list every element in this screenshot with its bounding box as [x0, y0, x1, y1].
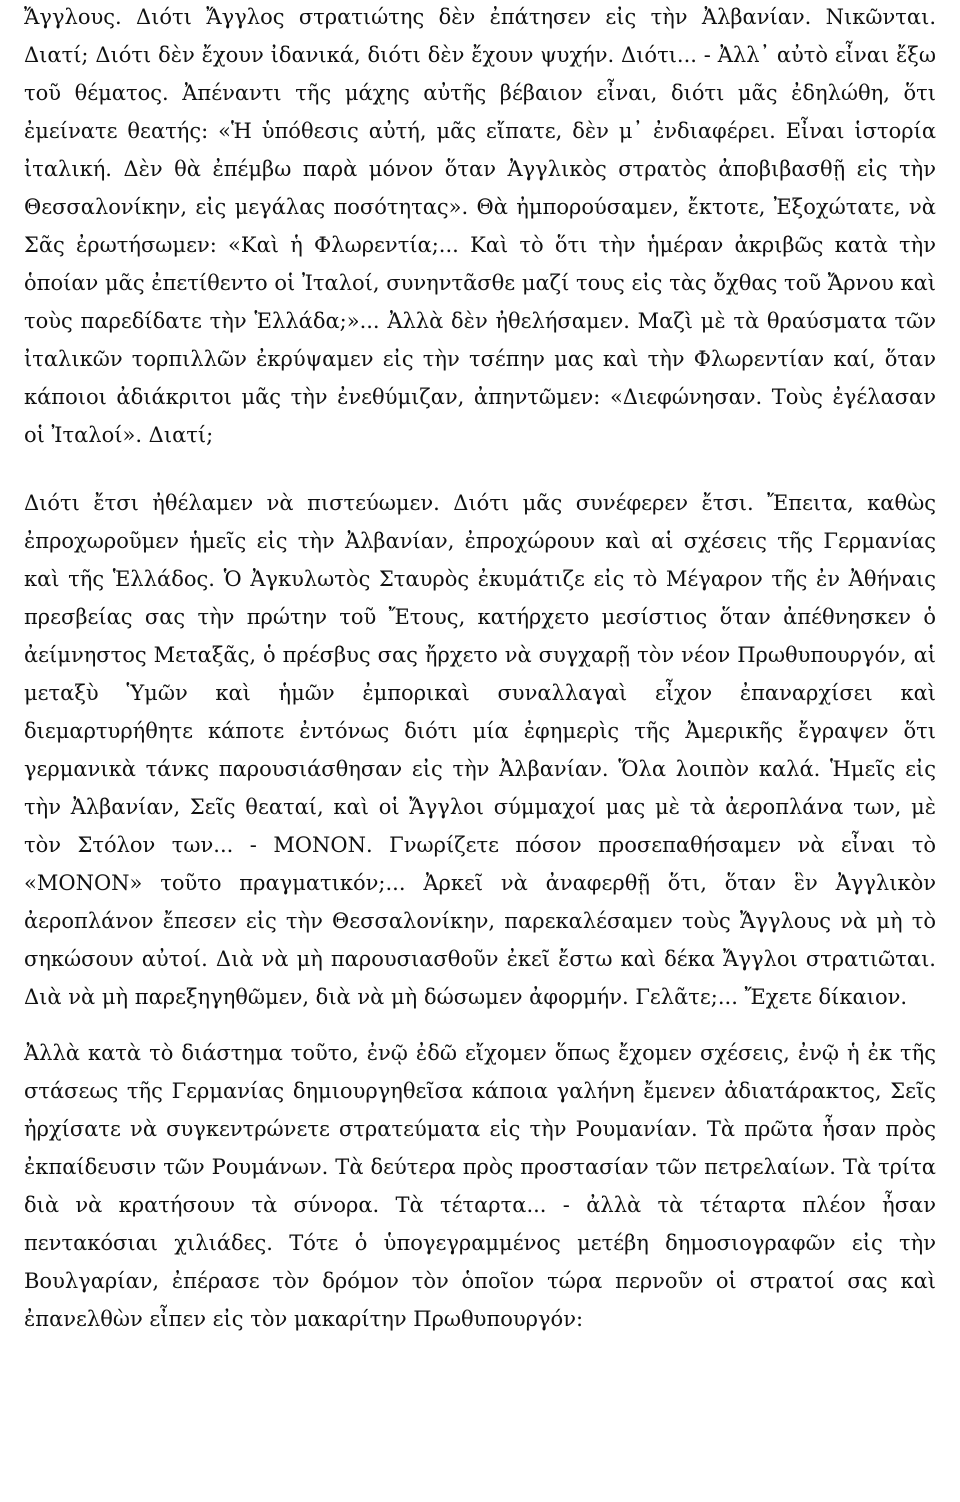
paragraph-1: Ἄγγλους. Διότι Ἄγγλος στρατιώτης δὲν ἐπάτησεν εἰς τὴν Ἀλβανίαν. Νικῶνται. Διατί; Διότι δὲν ἔχουν ἰδανικά, διότι δὲν ἔχουν ψυχήν. Διότι... - Ἀλλ᾽ αὐτὸ εἶναι ἔξω τοῦ θέματος. Ἀπέναντι τῆς μάχης αὐτῆς βέβαιον εἶναι, διότι μᾶς ἐδηλώθη, ὅτι ἐμείνατε θεατής: «Ἡ ὑπόθεσις αὐτή, μᾶς εἴπατε, δὲν μ᾽ ἐνδιαφέρει. Εἶναι ἱστορία ἰταλική. Δὲν θὰ ἐπέμβω παρὰ μόνον ὅταν Ἀγγλικὸς στρατὸς ἀποβιβασθῇ εἰς τὴν Θεσσαλονίκην, εἰς μεγάλας ποσότητας». Θὰ ἠμπορούσαμεν, ἔκτοτε, Ἐξοχώτατε, νὰ Σᾶς ἐρωτήσωμεν: «Καὶ ἡ Φλωρεντία;... Καὶ τὸ ὅτι τὴν ἡμέραν ἀκριβῶς κατὰ τὴν ὁποίαν μᾶς ἐπετίθεντο οἱ Ἰταλοί, συνηντᾶσθε μαζί τους εἰς τὰς ὄχθας τοῦ Ἄρνου καὶ τοὺς παρεδίδατε τὴν Ἑλλάδα;»... Ἀλλὰ δὲν ἠθελήσαμεν. Μαζὶ μὲ τὰ θραύσματα τῶν ἰταλικῶν τορπιλλῶν ἐκρύψαμεν εἰς τὴν τσέπην μας καὶ τὴν Φλωρεντίαν καί, ὅταν κάποιοι ἀδιάκριτοι μᾶς τὴν ἐνεθύμιζαν, ἀπηντῶμεν: «Διεφώνησαν. Τοὺς ἐγέλασαν οἱ Ἰταλοί». Διατί;	[24, 5, 936, 447]
paragraph-2: Διότι ἔτσι ἠθέλαμεν νὰ πιστεύωμεν. Διότι μᾶς συνέφερεν ἔτσι. Ἔπειτα, καθὼς ἐπροχωροῦμεν ἡμεῖς εἰς τὴν Ἀλβανίαν, ἐπροχώρουν καὶ αἱ σχέσεις τῆς Γερμανίας καὶ τῆς Ἑλλάδος. Ὁ Ἀγκυλωτὸς Σταυρὸς ἐκυμάτιζε εἰς τὸ Μέγαρον τῆς ἐν Ἀθήναις πρεσβείας σας τὴν πρώτην τοῦ Ἔτους, κατήρχετο μεσίστιος ὅταν ἀπέθνησκεν ὁ ἀείμνηστος Μεταξᾶς, ὁ πρέσβυς σας ἤρχετο νὰ συγχαρῇ τὸν νέον Πρωθυπουργόν, αἱ μεταξὺ Ὑμῶν καὶ ἡμῶν ἐμπορικαὶ συναλλαγαὶ εἶχον ἐπαναρχίσει καὶ διεμαρτυρήθητε κάποτε ἐντόνως διότι μία ἐφημερὶς τῆς Ἀμερικῆς ἔγραψεν ὅτι γερμανικὰ τάνκς παρουσιάσθησαν εἰς τὴν Ἀλβανίαν. Ὅλα λοιπὸν καλά. Ἡμεῖς εἰς τὴν Ἀλβανίαν, Σεῖς θεαταί, καὶ οἱ Ἄγγλοι σύμμαχοί μας μὲ τὰ ἀεροπλάνα των, μὲ τὸν Στόλον των... - ΜΟΝΟΝ. Γνωρίζετε πόσον προσεπαθήσαμεν νὰ εἶναι τὸ «ΜΟΝΟΝ» τοῦτο πραγματικόν;... Ἀρκεῖ νὰ ἀναφερθῇ ὅτι, ὅταν ἓν Ἀγγλικὸν ἀεροπλάνον ἔπεσεν εἰς τὴν Θεσσαλονίκην, παρεκαλέσαμεν τοὺς Ἄγγλους νὰ μὴ τὸ σηκώσουν αὐτοί. Διὰ νὰ μὴ παρουσιασθοῦν ἐκεῖ ἔστω καὶ δέκα Ἄγγλοι στρατιῶται. Διὰ νὰ μὴ παρεξηγηθῶμεν, διὰ νὰ μὴ δώσωμεν ἀφορμήν. Γελᾶτε;... Ἔχετε δίκαιον.	[24, 491, 936, 1009]
document-page	[24, 0, 936, 1338]
paragraph-3: Ἀλλὰ κατὰ τὸ διάστημα τοῦτο, ἐνῷ ἐδῶ εἴχομεν ὅπως ἔχομεν σχέσεις, ἐνῷ ἡ ἐκ τῆς στάσεως τῆς Γερμανίας δημιουργηθεῖσα κάποια γαλήνη ἔμενεν ἀδιατάρακτος, Σεῖς ἠρχίσατε νὰ συγκεντρώνετε στρατεύματα εἰς τὴν Ρουμανίαν. Τὰ πρῶτα ἦσαν πρὸς ἐκπαίδευσιν τῶν Ρουμάνων. Τὰ δεύτερα πρὸς προστασίαν τῶν πετρελαίων. Τὰ τρίτα διὰ νὰ κρατήσουν τὰ σύνορα. Τὰ τέταρτα... - ἀλλὰ τὰ τέταρτα πλέον ἦσαν πεντακόσιαι χιλιάδες. Τότε ὁ ὑπογεγραμμένος μετέβη δημοσιογραφῶν εἰς τὴν Βουλγαρίαν, ἐπέρασε τὸν δρόμον τὸν ὁποῖον τώρα περνοῦν οἱ στρατοί σας καὶ ἐπανελθὼν εἶπεν εἰς τὸν μακαρίτην Πρωθυπουργόν:	[24, 1041, 936, 1331]
